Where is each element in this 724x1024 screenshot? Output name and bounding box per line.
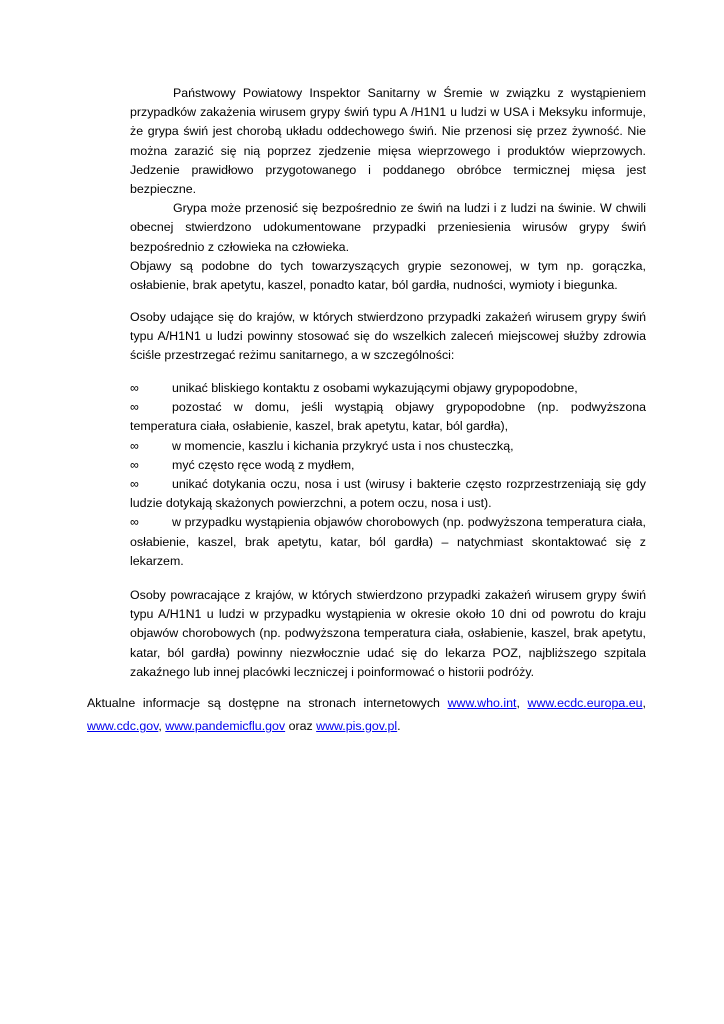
bullet-infinity-icon: ∞ [130,477,139,492]
list-item-text: w momencie, kaszlu i kichania przykryć usta i nos chusteczką, [172,438,514,453]
list-item-text: unikać bliskiego kontaktu z osobami wykazującymi objawy grypopodobne, [172,381,578,395]
intro-section [130,84,646,295]
recommendation-list [130,379,646,571]
travel-section [130,308,646,366]
bullet-infinity-icon: ∞ [130,457,139,472]
separator: , [642,696,646,710]
bullet-infinity-icon: ∞ [130,400,139,415]
who-link[interactable]: www.who.int [447,696,517,710]
list-item-text: pozostać w domu, jeśli wystąpią objawy grypopodobne (np. podwyższona temperatura ciała, osłabienie, kaszel, brak apetytu, katar, ból gardła), [130,400,646,434]
intro-paragraph-2: Grypa może przenosić się bezpośrednio ze świń na ludzi i z ludzi na świnie. W chwili obecnej stwierdzono udokumentowane przypadki przeniesienia wirusów grypy świń bezpośrednio z człowieka na człowieka. [130,201,646,254]
separator: , [158,719,166,733]
list-item [130,437,646,456]
ecdc-link[interactable]: www.ecdc.europa.eu [527,696,643,710]
info-section [87,692,646,738]
separator: , [516,696,528,710]
list-item [130,513,646,571]
info-end: . [397,719,401,733]
list-item [130,475,646,513]
list-item [130,456,646,475]
bullet-infinity-icon: ∞ [130,381,139,395]
bullet-infinity-icon: ∞ [130,515,139,530]
pis-link[interactable]: www.pis.gov.pl [316,719,398,733]
intro-paragraph-3: Objawy są podobne do tych towarzyszących grypie sezonowej, w tym np. gorączka, osłabienie, brak apetytu, kaszel, ponadto katar, ból gardła, nudności, wymioty i biegunka. [130,258,646,293]
list-item-text: myć często ręce wodą z mydłem, [172,457,355,472]
list-item [130,398,646,436]
cdc-link[interactable]: www.cdc.gov [87,719,159,733]
list-item-text: unikać dotykania oczu, nosa i ust (wirusy i bakterie często rozprzestrzeniają się gdy ludzie dotykają skażonych powierzchni, a potem oczu, nosa i ust). [130,477,646,511]
returning-section [130,586,646,682]
list-item-text: w przypadku wystąpienia objawów chorobowych (np. podwyższona temperatura ciała, osłabienie, kaszel, brak apetytu, katar, ból gardła) – natychmiast skontaktować się z lekarzem. [130,515,646,568]
info-conjunction: oraz [285,719,317,733]
list-item [130,379,646,398]
bullet-infinity-icon: ∞ [130,438,139,453]
pandemicflu-link[interactable]: www.pandemicflu.gov [165,719,286,733]
returning-paragraph: Osoby powracające z krajów, w których stwierdzono przypadki zakażeń wirusem grypy świń typu A/H1N1 u ludzi w przypadku wystąpienia w okresie około 10 dni od powrotu do kraju objawów chorobowych (np. podwyższona temperatura ciała, osłabienie, kaszel, brak apetytu, katar, ból gardła) powinny niezwłocznie udać się do lekarza POZ, najbliższego szpitala zakaźnego lub innej placówki leczniczej i poinformować o historii podróży. [130,588,646,679]
travel-paragraph: Osoby udające się do krajów, w których stwierdzono przypadki zakażeń wirusem grypy świń typu A/H1N1 u ludzi powinny stosować się do wszelkich zaleceń miejscowej służby zdrowia ściśle przestrzegać reżimu sanitarnego, a w szczególności: [130,310,646,363]
intro-paragraph-1: Państwowy Powiatowy Inspektor Sanitarny w Śremie w związku z wystąpieniem przypadków zakażenia wirusem grypy świń typu A /H1N1 u ludzi w USA i Meksyku informuje, że grypa świń jest chorobą układu oddechowego świń. Nie przenosi się przez żywność. Nie można zarazić się nią poprzez zjedzenie mięsa wieprzowego i produktów wieprzowych. Jedzenie prawidłowo przygotowanego i poddanego obróbce termicznej mięsa jest bezpieczne. [130,86,646,197]
info-prefix: Aktualne informacje są dostępne na stronach internetowych [87,696,448,710]
